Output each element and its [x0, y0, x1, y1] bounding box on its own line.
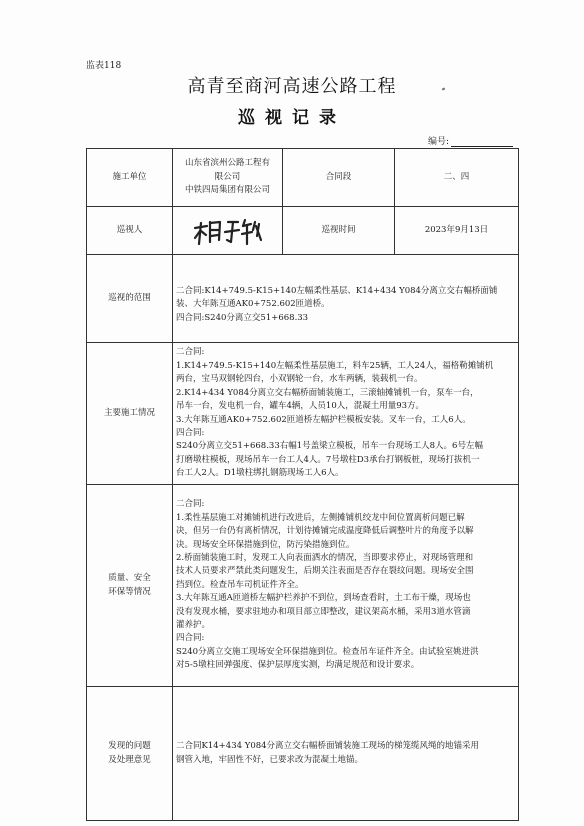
construction-unit-label: 施工单位 [87, 149, 173, 207]
record-title: 巡视记录 [238, 108, 346, 128]
construction-unit-value [173, 149, 283, 207]
issues-label-line: 及处理意见 [108, 754, 151, 765]
form-number: 监表118 [86, 61, 122, 71]
main-line: 台工人2人。D1墩柱绑扎钢筋现场工人6人。 [176, 468, 344, 479]
quality-safety-content [173, 485, 519, 687]
inspector-signature-cell [173, 207, 283, 255]
construction-unit-line: 中铁四局集团有限公司 [184, 185, 270, 196]
row-inspector [87, 207, 519, 255]
main-line: S240分离立交51+668.33右幅1号盖梁立模板，吊车一台现场工人8人。6号左幅 [176, 441, 483, 452]
contract-section-label: 合同段 [283, 149, 395, 207]
row-construction-unit [87, 149, 519, 207]
scope-label: 巡视的范围 [87, 255, 173, 343]
scope-line: 二合同:K14+749.5-K15+140左幅柔性基层、K14+434 Y084分离立交右幅桥面铺 [176, 286, 498, 297]
main-construction-content [173, 343, 519, 485]
quality-safety-label-line: 质量、安全 [108, 573, 151, 584]
construction-unit-line: 山东省滨州公路工程有 [184, 158, 270, 169]
main-line: 2.K14+434 Y084分离立交右幅桥面铺装施工，三滚轴摊铺机一台，泵车一台， [176, 387, 479, 398]
scope-content [173, 255, 519, 343]
quality-line: 挡到位。检查吊车司机证件齐全。 [176, 579, 304, 590]
inspection-record-table [86, 148, 519, 821]
main-line: 二合同: [176, 347, 205, 358]
inspector-label: 巡视人 [87, 207, 173, 255]
main-line: 吊车一台，发电机一台，罐车4辆，人员10人，混凝土用量93方。 [176, 401, 425, 412]
main-line: 打磨墩柱模板，现场吊车一台工人4人。7号墩柱D3承台打钢板桩，现场打拔机一 [176, 454, 480, 465]
issues-content [173, 687, 519, 821]
quality-safety-label [87, 485, 173, 687]
issues-label [87, 687, 173, 821]
main-line: 3.大年陈互通AK0+752.602匝道桥左幅护栏模板安装。叉车一台，工人6人。 [176, 414, 471, 425]
inspection-time-label: 巡视时间 [283, 207, 395, 255]
main-construction-label: 主要施工情况 [87, 343, 173, 485]
quality-line: 3.大年陈互通A匝道桥左幅护栏养护不到位，到场查看时，土工布干燥，现场也 [176, 593, 471, 604]
quality-line: 决。现场安全环保措施到位，防污染措施到位。 [176, 539, 355, 550]
row-scope [87, 255, 519, 343]
serial-number-blank [451, 136, 513, 147]
row-issues [87, 687, 519, 821]
issues-line: 二合同K14+434 Y084分离立交右幅桥面铺装施工现场的梯笼缆风绳的地锚采用 [176, 741, 480, 752]
scope-line: 四合同:S240分离立交51+668.33 [176, 312, 309, 323]
issues-label-line: 发现的问题 [108, 741, 151, 752]
main-line: 两台，宝马双钢轮四台，小双钢轮一台，水车两辆，装载机一台。 [176, 374, 423, 385]
row-quality-safety [87, 485, 519, 687]
quality-line: 1.柔性基层施工对摊铺机进行改进后，左侧摊铺机绞龙中间位置离析问题已解 [176, 512, 465, 523]
inspector-signature [193, 214, 263, 248]
construction-unit-line: 限公司 [214, 171, 241, 182]
quality-line: 没有发现水桶，要求驻地办和项目部立即整改，建议架高水桶，采用3道水管滴 [176, 606, 471, 617]
row-main-construction [87, 343, 519, 485]
serial-number-label: 编号: [428, 137, 450, 147]
quality-line: 对5-5墩柱回弹强度、保护层厚度实测，均满足规范和设计要求。 [176, 660, 420, 671]
quality-line: 2.桥面铺装施工时，发现工人向表面洒水的情况，当即要求停止，对现场管理和 [176, 552, 474, 563]
project-title: 高青至商河高速公路工程 [187, 76, 397, 97]
quality-line: 决，但另一台仍有离析情况，计划待摊铺完成温度降低后调整叶片的角度予以解 [176, 526, 474, 537]
main-line: 1.K14+749.5-K15+140左幅柔性基层施工，料车25辆，工人24人，福格勒摊铺机 [176, 360, 494, 371]
scope-spacer [176, 272, 515, 285]
issues-line: 钢管入地，牢固性不好，已要求改为混凝土地锚。 [176, 754, 364, 765]
main-line: 四合同: [176, 427, 205, 438]
scope-line: 装、大年陈互通AK0+752.602匝道桥。 [176, 299, 330, 310]
quality-line: 四合同: [176, 633, 205, 644]
inspection-time-value: 2023年9月13日 [395, 207, 519, 255]
contract-section-value: 二、四 [395, 149, 519, 207]
quality-line: 技术人员要求严禁此类问题发生，后期关注表面是否存在裂纹问题。现场安全围 [176, 566, 474, 577]
quality-line: S240分离立交施工现场安全环保措施到位。检查吊车证件齐全。由试验室姚进洪 [176, 646, 479, 657]
quality-line: 二合同: [176, 499, 205, 510]
quality-line: 灌养护。 [176, 620, 211, 631]
quality-safety-label-line: 环保等情况 [108, 586, 151, 597]
serial-number-field [428, 134, 513, 147]
